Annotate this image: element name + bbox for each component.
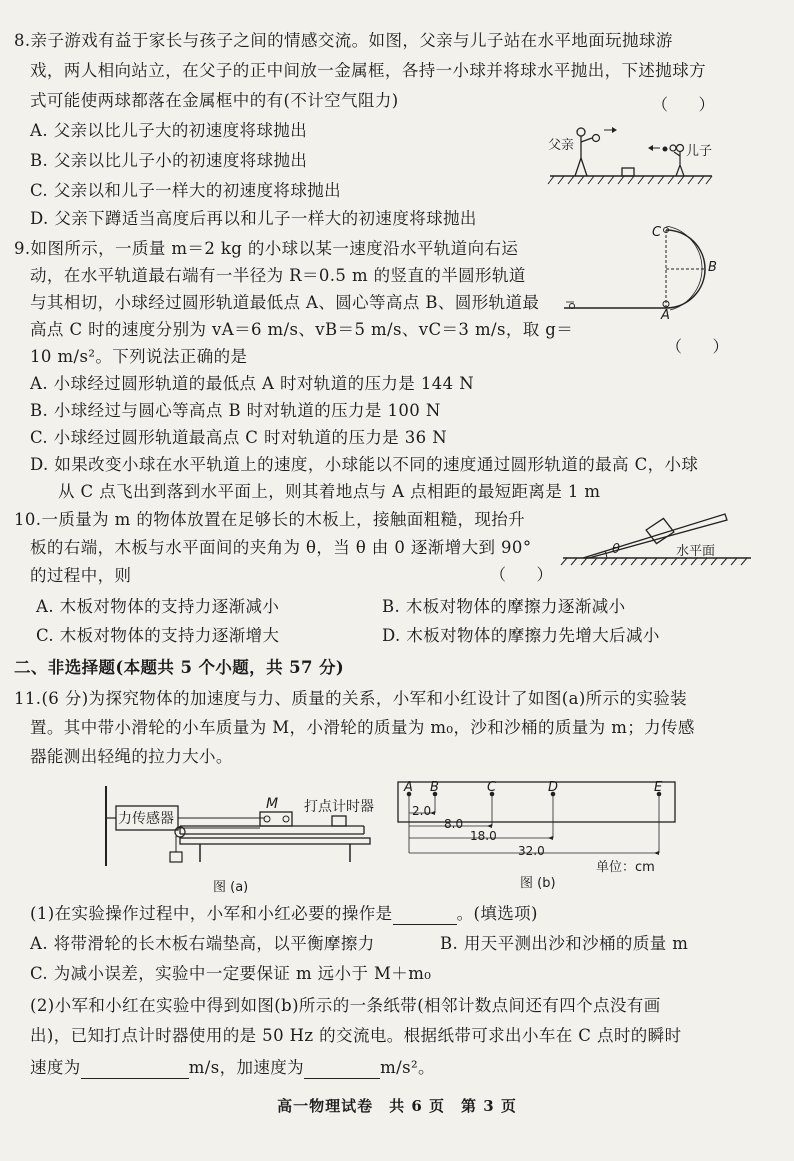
q9-point-a: A	[661, 308, 670, 323]
q11-point-d: D	[548, 780, 559, 795]
q9-line4: 高点 C 时的速度分别为 vA＝6 m/s、vB＝5 m/s、vC＝3 m/s，取 g＝	[30, 320, 574, 339]
q11-part1-option-b: B. 用天平测出沙和沙桶的质量 m	[440, 934, 689, 953]
q11-unit-label: 单位：cm	[596, 860, 655, 875]
q9-option-b: B. 小球经过与圆心等高点 B 时对轨道的压力是 100 N	[30, 401, 441, 420]
q11-acceleration-label: m/s，加速度为	[188, 1058, 305, 1077]
q9-line2: 动，在水平轨道最右端有一半径为 R＝0.5 m 的竖直的半圆形轨道	[30, 266, 526, 285]
q8-line2: 戏，两人相向站立，在父子的正中间放一金属框，各持一小球并将球水平抛出，下述抛球方	[30, 61, 706, 80]
q10-line3: 的过程中，则	[30, 566, 132, 585]
q8-line1: 8.亲子游戏有益于家长与孩子之间的情感交流。如图，父亲与儿子站在水平地面玩抛球游	[14, 31, 673, 50]
q8-option-c: C. 父亲以和儿子一样大的初速度将球抛出	[30, 181, 342, 200]
q10-figure	[555, 500, 755, 570]
q9-line1: 9.如图所示，一质量 m＝2 kg 的小球以某一速度沿水平轨道向右运	[14, 239, 519, 258]
q11-dist-ab: 2.0	[412, 804, 432, 818]
q11-part1-option-a: A. 将带滑轮的长木板右端垫高，以平衡摩擦力	[30, 934, 375, 953]
q9-figure	[560, 226, 730, 326]
q11-point-e: E	[654, 780, 663, 795]
q11-timer-label: 打点计时器	[304, 799, 374, 815]
q8-son-label: 儿子	[686, 144, 713, 159]
q11-part1-text: (1)在实验操作过程中，小军和小红必要的操作是	[30, 904, 393, 923]
q11-part1-option-c: C. 为减小误差，实验中一定要保证 m 远小于 M＋m₀	[30, 964, 432, 983]
q11-velocity-label: 速度为	[30, 1058, 81, 1077]
q11-part2-line3	[30, 1057, 435, 1079]
q10-theta-label: θ	[612, 542, 620, 557]
q9-option-c: C. 小球经过圆形轨道最高点 C 时对轨道的压力是 36 N	[30, 428, 448, 447]
q8-answer-paren: （ ）	[652, 95, 715, 114]
q11-line2: 置。其中带小滑轮的小车质量为 M，小滑轮的质量为 m₀，沙和沙桶的质量为 m；力传感	[30, 718, 695, 737]
q11-dist-ac: 8.0	[444, 817, 464, 831]
q10-ground-label: 水平面	[676, 544, 716, 559]
q11-line1: 11.(6 分)为探究物体的加速度与力、质量的关系，小军和小红设计了如图(a)所示的实验装	[14, 689, 688, 708]
q8-father-label: 父亲	[548, 138, 575, 153]
q11-dist-ae: 32.0	[518, 844, 545, 858]
q11-velocity-blank[interactable]	[81, 1060, 189, 1079]
q11-line3: 器能测出轻绳的拉力大小。	[30, 747, 233, 766]
q11-part1-end: 。(填选项)	[456, 904, 538, 923]
q11-acceleration-unit: m/s²。	[380, 1058, 435, 1077]
q9-option-d-line2: 从 C 点飞出到落到水平面上，则其着地点与 A 点相距的最短距离是 1 m	[58, 482, 601, 501]
q10-line2: 板的右端，木板与水平面间的夹角为 θ，当 θ 由 0 逐渐增大到 90°	[30, 538, 532, 557]
page-footer: 高一物理试卷 共 6 页 第 3 页	[277, 1097, 517, 1115]
q11-fig-b-caption: 图 (b)	[520, 876, 556, 891]
q9-option-a: A. 小球经过圆形轨道的最低点 A 时对轨道的压力是 144 N	[30, 374, 475, 393]
q8-line3: 式可能使两球都落在金属框中的有(不计空气阻力)	[30, 91, 399, 110]
q11-point-a: A	[404, 780, 413, 795]
q11-acceleration-blank[interactable]	[304, 1060, 380, 1079]
q11-part2-line2: 出)，已知打点计时器使用的是 50 Hz 的交流电。根据纸带可求出小车在 C 点时的瞬时	[30, 1026, 682, 1045]
q9-point-b: B	[708, 260, 717, 275]
q9-option-d-line1: D. 如果改变小球在水平轨道上的速度，小球能以不同的速度通过圆形轨道的最高 C，小球	[30, 455, 699, 474]
q10-option-a: A. 木板对物体的支持力逐渐减小	[36, 597, 280, 616]
q11-cart-label: M	[266, 796, 279, 812]
q8-option-d: D. 父亲下蹲适当高度后再以和儿子一样大的初速度将球抛出	[30, 209, 477, 228]
q11-point-b: B	[430, 780, 439, 795]
q9-line3: 与其相切，小球经过圆形轨道最低点 A、圆心等高点 B、圆形轨道最	[30, 293, 540, 312]
q9-answer-paren: （ ）	[666, 337, 729, 356]
q11-fig-a-caption: 图 (a)	[213, 880, 249, 895]
q11-dist-ad: 18.0	[470, 829, 497, 843]
q11-part1-blank[interactable]	[393, 906, 457, 925]
q10-option-d: D. 木板对物体的摩擦力先增大后减小	[382, 626, 660, 645]
q11-sensor-label: 力传感器	[118, 811, 174, 827]
q8-option-a: A. 父亲以比儿子大的初速度将球抛出	[30, 121, 308, 140]
section2-heading: 二、非选择题(本题共 5 个小题，共 57 分)	[14, 658, 345, 677]
q8-option-b: B. 父亲以比儿子小的初速度将球抛出	[30, 151, 308, 170]
q10-line1: 10.一质量为 m 的物体放置在足够长的木板上，接触面粗糙，现抬升	[14, 510, 526, 529]
q10-answer-paren: （ ）	[490, 565, 553, 584]
q9-line5: 10 m/s²。下列说法正确的是	[30, 347, 248, 366]
q10-option-b: B. 木板对物体的摩擦力逐渐减小	[382, 597, 626, 616]
q9-point-c: C	[652, 225, 662, 240]
q10-option-c: C. 木板对物体的支持力逐渐增大	[36, 626, 280, 645]
q11-part2-line1: (2)小军和小红在实验中得到如图(b)所示的一条纸带(相邻计数点间还有四个点没有画	[30, 996, 661, 1015]
q11-part1	[30, 903, 538, 925]
q11-point-c: C	[487, 780, 497, 795]
